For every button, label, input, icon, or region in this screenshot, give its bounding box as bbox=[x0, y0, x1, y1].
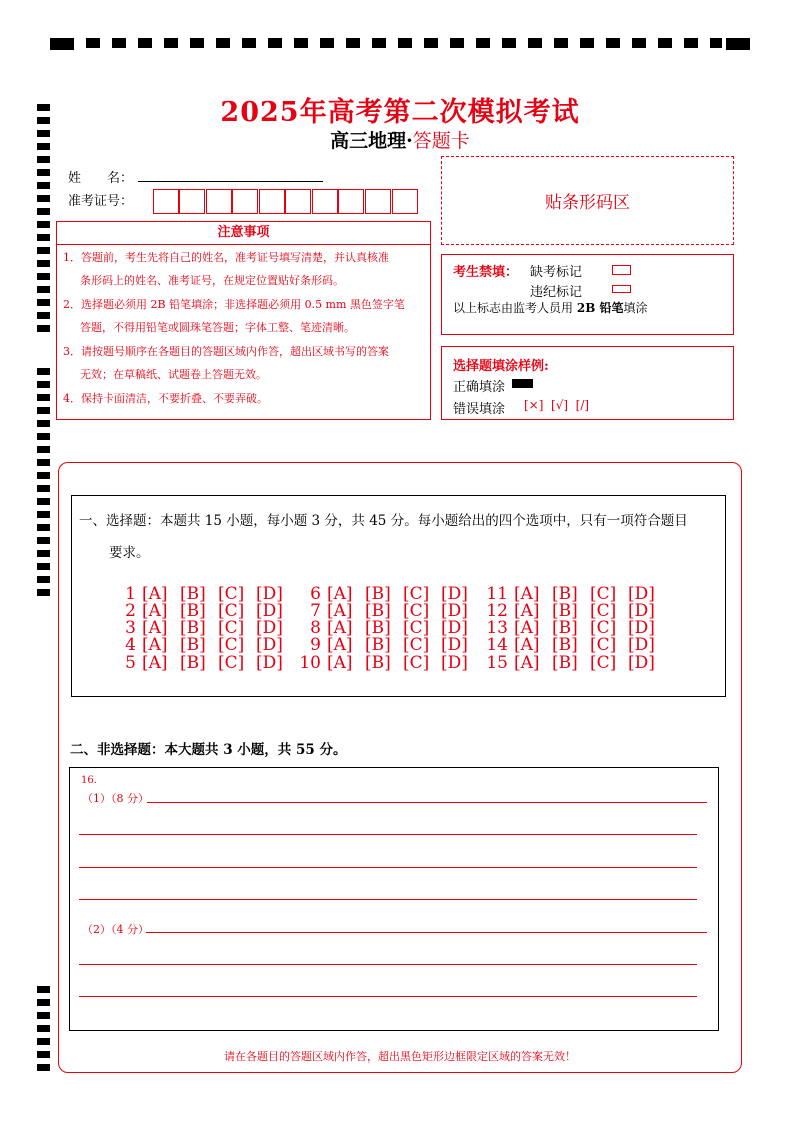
name-label: 姓 名： bbox=[68, 171, 134, 186]
correct-fill-label: 正确填涂 bbox=[453, 380, 506, 395]
forbidden-note bbox=[453, 299, 648, 316]
exam-id-digit-box[interactable] bbox=[365, 189, 391, 214]
timing-mark bbox=[37, 1025, 50, 1032]
exam-id-digit-box[interactable] bbox=[179, 189, 205, 214]
answer-bubble-b[interactable]: [B] bbox=[180, 601, 206, 621]
timing-mark bbox=[37, 195, 50, 202]
answer-bubble-a[interactable]: [A] bbox=[514, 601, 540, 621]
timing-mark bbox=[164, 38, 178, 48]
timing-mark bbox=[726, 38, 750, 50]
question-number: 10 bbox=[299, 653, 321, 673]
notice-line: 1．答题前，考生先将自己的姓名，准考证号填写清楚，并认真核准 bbox=[63, 251, 389, 264]
part2-label: （2）（4 分） bbox=[82, 923, 149, 936]
question-number: 12 bbox=[486, 601, 508, 621]
answer-line[interactable] bbox=[79, 964, 697, 965]
answer-bubble-b[interactable]: [B] bbox=[180, 584, 206, 604]
question-number: 8 bbox=[310, 618, 321, 638]
notice-item bbox=[63, 387, 427, 410]
timing-mark bbox=[346, 38, 360, 48]
answer-bubble-a[interactable]: [A] bbox=[142, 653, 168, 673]
timing-mark bbox=[37, 589, 50, 596]
answer-bubble-b[interactable]: [B] bbox=[552, 635, 578, 655]
answer-bubble-c[interactable]: [C] bbox=[403, 635, 430, 655]
timing-mark bbox=[37, 433, 50, 440]
timing-mark bbox=[37, 1012, 50, 1019]
notice-item bbox=[63, 293, 427, 339]
answer-bubble-c[interactable]: [C] bbox=[590, 618, 617, 638]
answer-bubble-c[interactable]: [C] bbox=[403, 618, 430, 638]
exam-id-digit-box[interactable] bbox=[232, 189, 258, 214]
answer-bubble-d[interactable]: [D] bbox=[441, 618, 468, 638]
answer-bubble-b[interactable]: [B] bbox=[365, 584, 391, 604]
answer-bubble-b[interactable]: [B] bbox=[180, 618, 206, 638]
notice-box bbox=[56, 221, 431, 420]
violation-label: 违纪标记 bbox=[530, 285, 583, 300]
answer-bubble-a[interactable]: [A] bbox=[514, 584, 540, 604]
forbidden-note-end: 填涂 bbox=[623, 301, 648, 315]
answer-bubble-c[interactable]: [C] bbox=[590, 584, 617, 604]
answer-bubble-a[interactable]: [A] bbox=[514, 653, 540, 673]
timing-mark bbox=[37, 986, 50, 993]
timing-mark bbox=[37, 537, 50, 544]
timing-mark bbox=[37, 286, 50, 293]
answer-line[interactable] bbox=[79, 834, 697, 835]
timing-mark bbox=[37, 1064, 50, 1071]
forbidden-note-bold: 2B 铅笔 bbox=[576, 301, 624, 315]
timing-mark bbox=[37, 234, 50, 241]
timing-mark bbox=[502, 38, 516, 48]
footer-warning: 请在各题目的答题区域内作答，超出黑色矩形边框限定区域的答案无效！ bbox=[224, 1050, 576, 1063]
answer-bubble-a[interactable]: [A] bbox=[327, 653, 353, 673]
exam-id-digit-box[interactable] bbox=[206, 189, 232, 214]
answer-line[interactable] bbox=[146, 932, 707, 933]
timing-mark bbox=[37, 1038, 50, 1045]
answer-bubble-c[interactable]: [C] bbox=[403, 653, 430, 673]
timing-mark bbox=[37, 381, 50, 388]
mc-instructions bbox=[79, 505, 719, 569]
violation-mark-box[interactable] bbox=[612, 285, 631, 293]
timing-mark bbox=[476, 38, 490, 48]
timing-mark bbox=[37, 576, 50, 583]
notice-item bbox=[63, 246, 427, 292]
fill-sample-box bbox=[441, 346, 734, 420]
timing-mark bbox=[450, 38, 464, 48]
timing-mark bbox=[37, 498, 50, 505]
answer-bubble-a[interactable]: [A] bbox=[327, 584, 353, 604]
timing-mark bbox=[37, 208, 50, 215]
answer-line[interactable] bbox=[79, 996, 697, 997]
answer-bubble-b[interactable]: [B] bbox=[180, 635, 206, 655]
timing-mark bbox=[528, 38, 542, 48]
filled-bubble-sample bbox=[512, 379, 533, 388]
mc-question-15 bbox=[484, 655, 666, 672]
timing-mark bbox=[37, 459, 50, 466]
answer-bubble-c[interactable]: [C] bbox=[218, 618, 245, 638]
notice-line: 答题，不得用铅笔或圆珠笔答题；字体工整、笔迹清晰。 bbox=[80, 321, 355, 334]
timing-mark bbox=[37, 312, 50, 319]
forbidden-note-text: 以上标志由监考人员用 bbox=[453, 301, 574, 315]
barcode-area bbox=[441, 156, 734, 245]
timing-mark bbox=[37, 550, 50, 557]
answer-bubble-c[interactable]: [C] bbox=[218, 601, 245, 621]
fill-sample-heading: 选择题填涂样例: bbox=[453, 359, 549, 374]
exam-id-digit-box[interactable] bbox=[153, 189, 179, 214]
timing-mark bbox=[37, 273, 50, 280]
answer-bubble-d[interactable]: [D] bbox=[256, 584, 283, 604]
answer-bubble-b[interactable]: [B] bbox=[552, 584, 578, 604]
timing-mark bbox=[268, 38, 282, 48]
wrong-fill-label: 错误填涂 bbox=[453, 402, 506, 417]
question-number: 7 bbox=[310, 601, 321, 621]
timing-mark bbox=[294, 38, 308, 48]
answer-line[interactable] bbox=[79, 867, 697, 868]
timing-mark bbox=[37, 299, 50, 306]
subtitle-main: 高三地理· bbox=[330, 130, 413, 152]
question-number: 1 bbox=[125, 584, 136, 604]
answer-bubble-b[interactable]: [B] bbox=[552, 618, 578, 638]
answer-bubble-d[interactable]: [D] bbox=[441, 653, 468, 673]
question-number: 16. bbox=[81, 775, 97, 786]
timing-mark bbox=[398, 38, 412, 48]
answer-bubble-c[interactable]: [C] bbox=[590, 653, 617, 673]
mc-question-10 bbox=[297, 655, 479, 672]
answer-bubble-c[interactable]: [C] bbox=[218, 584, 245, 604]
timing-mark bbox=[684, 38, 698, 48]
answer-bubble-b[interactable]: [B] bbox=[365, 618, 391, 638]
question-number: 5 bbox=[125, 653, 136, 673]
timing-mark bbox=[37, 999, 50, 1006]
answer-bubble-b[interactable]: [B] bbox=[180, 653, 206, 673]
answer-bubble-b[interactable]: [B] bbox=[365, 635, 391, 655]
answer-line[interactable] bbox=[79, 899, 697, 900]
answer-bubble-d[interactable]: [D] bbox=[441, 584, 468, 604]
answer-bubble-d[interactable]: [D] bbox=[628, 618, 655, 638]
timing-mark bbox=[37, 524, 50, 531]
mc-instruction-line: 一、选择题：本题共 15 小题，每小题 3 分，共 45 分。每小题给出的四个选项中，只有一项符合题目 bbox=[79, 513, 688, 529]
mc-question-5 bbox=[112, 655, 294, 672]
notice-line: 2．选择题必须用 2B 铅笔填涂；非选择题必须用 0.5 mm 黑色签字笔 bbox=[63, 298, 405, 311]
mc-question-9 bbox=[297, 637, 479, 654]
absent-mark-box[interactable] bbox=[612, 265, 631, 275]
timing-mark bbox=[112, 38, 126, 48]
timing-mark bbox=[710, 38, 722, 48]
timing-mark bbox=[580, 38, 594, 48]
answer-bubble-a[interactable]: [A] bbox=[142, 584, 168, 604]
timing-mark bbox=[606, 38, 620, 48]
forbidden-box bbox=[441, 254, 734, 335]
question-number: 13 bbox=[486, 618, 508, 638]
forbidden-label: 考生禁填： bbox=[453, 265, 519, 280]
notice-heading: 注意事项 bbox=[57, 222, 430, 245]
timing-mark bbox=[554, 38, 568, 48]
timing-mark bbox=[37, 169, 50, 176]
name-field[interactable] bbox=[138, 181, 323, 182]
notice-line: 无效；在草稿纸、试题卷上答题无效。 bbox=[80, 368, 267, 381]
timing-mark bbox=[37, 368, 50, 375]
timing-mark bbox=[372, 38, 386, 48]
timing-mark bbox=[37, 247, 50, 254]
timing-mark bbox=[86, 38, 100, 48]
answer-bubble-d[interactable]: [D] bbox=[628, 635, 655, 655]
exam-id-digit-box[interactable] bbox=[259, 189, 285, 214]
answer-bubble-b[interactable]: [B] bbox=[365, 653, 391, 673]
timing-mark bbox=[37, 182, 50, 189]
absent-label: 缺考标记 bbox=[530, 265, 583, 280]
mc-question-14 bbox=[484, 637, 666, 654]
exam-id-digit-box[interactable] bbox=[392, 189, 418, 214]
timing-mark bbox=[242, 38, 256, 48]
timing-mark bbox=[37, 511, 50, 518]
answer-bubble-b[interactable]: [B] bbox=[552, 601, 578, 621]
answer-bubble-d[interactable]: [D] bbox=[256, 653, 283, 673]
timing-mark bbox=[37, 563, 50, 570]
notice-item bbox=[63, 340, 427, 386]
answer-bubble-c[interactable]: [C] bbox=[590, 601, 617, 621]
question-number: 4 bbox=[125, 635, 136, 655]
answer-bubble-d[interactable]: [D] bbox=[628, 584, 655, 604]
answer-bubble-a[interactable]: [A] bbox=[327, 601, 353, 621]
question-number: 6 bbox=[310, 584, 321, 604]
subtitle-suffix: 答题卡 bbox=[412, 130, 470, 152]
part1-label: （1）（8 分） bbox=[82, 792, 149, 805]
question-number: 15 bbox=[486, 653, 508, 673]
timing-mark bbox=[632, 38, 646, 48]
timing-mark bbox=[37, 394, 50, 401]
answer-bubble-a[interactable]: [A] bbox=[514, 635, 540, 655]
answer-bubble-b[interactable]: [B] bbox=[365, 601, 391, 621]
question-number: 14 bbox=[486, 635, 508, 655]
answer-bubble-d[interactable]: [D] bbox=[628, 601, 655, 621]
answer-bubble-a[interactable]: [A] bbox=[142, 601, 168, 621]
timing-mark bbox=[37, 156, 50, 163]
mc-question-4 bbox=[112, 637, 294, 654]
notice-line: 条形码上的姓名、准考证号，在规定位置贴好条形码。 bbox=[80, 274, 344, 287]
timing-mark bbox=[37, 221, 50, 228]
answer-bubble-a[interactable]: [A] bbox=[514, 618, 540, 638]
answer-bubble-d[interactable]: [D] bbox=[441, 635, 468, 655]
answer-bubble-d[interactable]: [D] bbox=[256, 601, 283, 621]
answer-bubble-b[interactable]: [B] bbox=[552, 653, 578, 673]
timing-mark bbox=[138, 38, 152, 48]
exam-id-label: 准考证号： bbox=[68, 194, 134, 209]
timing-mark bbox=[37, 446, 50, 453]
exam-id-digit-box[interactable] bbox=[338, 189, 364, 214]
timing-mark bbox=[658, 38, 672, 48]
exam-title: 2025年高考第二次模拟考试 bbox=[220, 97, 580, 128]
timing-mark bbox=[320, 38, 334, 48]
timing-mark bbox=[37, 472, 50, 479]
exam-id-digit-box[interactable] bbox=[285, 189, 311, 214]
question-number: 3 bbox=[125, 618, 136, 638]
wrong-fill-examples: [×] [√] [/] bbox=[524, 398, 590, 412]
timing-mark bbox=[37, 420, 50, 427]
answer-bubble-d[interactable]: [D] bbox=[256, 618, 283, 638]
answer-bubble-a[interactable]: [A] bbox=[327, 618, 353, 638]
timing-mark bbox=[50, 38, 74, 50]
question-number: 9 bbox=[310, 635, 321, 655]
timing-mark bbox=[216, 38, 230, 48]
answer-bubble-a[interactable]: [A] bbox=[142, 618, 168, 638]
answer-line[interactable] bbox=[147, 802, 707, 803]
exam-id-digit-box[interactable] bbox=[312, 189, 338, 214]
timing-mark bbox=[37, 260, 50, 267]
timing-mark bbox=[190, 38, 204, 48]
question-number: 2 bbox=[125, 601, 136, 621]
free-response-title: 二、非选择题：本大题共 3 小题，共 55 分。 bbox=[70, 742, 347, 758]
timing-mark bbox=[37, 325, 50, 332]
answer-bubble-c[interactable]: [C] bbox=[403, 584, 430, 604]
answer-bubble-c[interactable]: [C] bbox=[590, 635, 617, 655]
answer-bubble-a[interactable]: [A] bbox=[327, 635, 353, 655]
timing-mark bbox=[424, 38, 438, 48]
answer-bubble-c[interactable]: [C] bbox=[218, 653, 245, 673]
notice-line: 3．请按题号顺序在各题目的答题区域内作答，超出区域书写的答案 bbox=[63, 345, 389, 358]
answer-bubble-d[interactable]: [D] bbox=[256, 635, 283, 655]
answer-bubble-c[interactable]: [C] bbox=[218, 635, 245, 655]
card-subtitle bbox=[0, 126, 800, 153]
answer-bubble-d[interactable]: [D] bbox=[628, 653, 655, 673]
answer-bubble-c[interactable]: [C] bbox=[403, 601, 430, 621]
timing-mark bbox=[37, 407, 50, 414]
answer-bubble-d[interactable]: [D] bbox=[441, 601, 468, 621]
barcode-area-label: 贴条形码区 bbox=[545, 193, 630, 213]
answer-bubble-a[interactable]: [A] bbox=[142, 635, 168, 655]
timing-mark bbox=[37, 485, 50, 492]
question-number: 11 bbox=[486, 584, 508, 604]
mc-instruction-line: 要求。 bbox=[109, 545, 150, 561]
notice-line: 4．保持卡面清洁，不要折叠、不要弄破。 bbox=[63, 392, 268, 405]
